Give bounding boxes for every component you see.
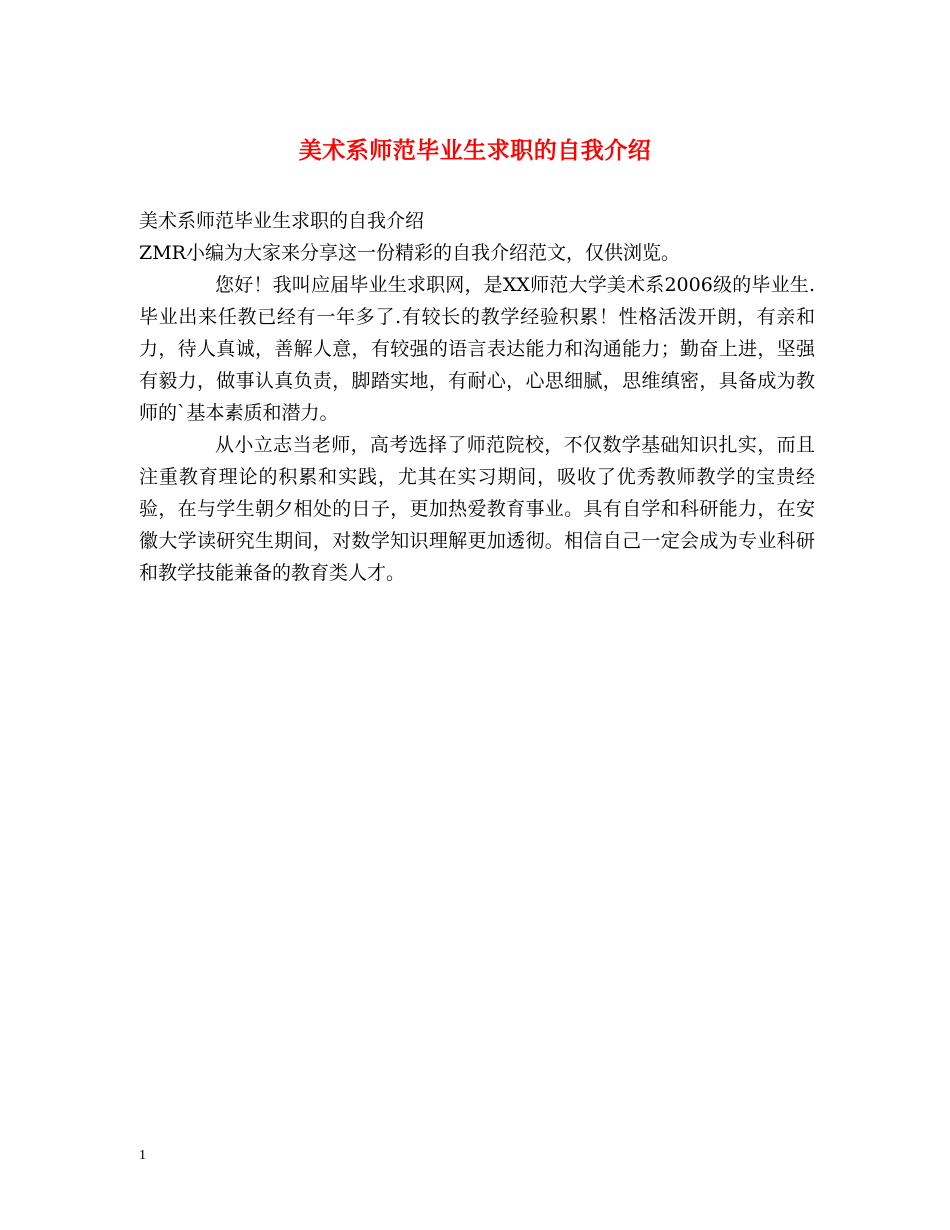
paragraph-1: 您好！我叫应届毕业生求职网，是XX师范大学美术系2006级的毕业生.毕业出来任教已经有一年多了.有较长的教学经验积累！性格活泼开朗，有亲和力，待人真诚，善解人意，有较强的语言表达能力和沟通能力；勤奋上进，坚强有毅力，做事认真负责，脚踏实地，有耐心，心思细腻，思维缜密，具备成为教师的`基本素质和潜力。 <box>139 274 815 424</box>
document-body <box>139 205 815 589</box>
paragraph-2: 从小立志当老师，高考选择了师范院校，不仅数学基础知识扎实，而且注重教育理论的积累和实践，尤其在实习期间，吸收了优秀教师教学的宝贵经验，在与学生朝夕相处的日子，更加热爱教育事业。具有自学和科研能力，在安徽大学读研究生期间，对数学知识理解更加透彻。相信自己一定会成为专业科研和教学技能兼备的教育类人才。 <box>139 434 815 584</box>
document-title: 美术系师范毕业生求职的自我介绍 <box>298 138 652 164</box>
document-subtitle: 美术系师范毕业生求职的自我介绍 <box>139 210 425 232</box>
page-number: 1 <box>139 1148 146 1163</box>
document-intro: ZMR小编为大家来分享这一份精彩的自我介绍范文，仅供浏览。 <box>139 242 680 264</box>
